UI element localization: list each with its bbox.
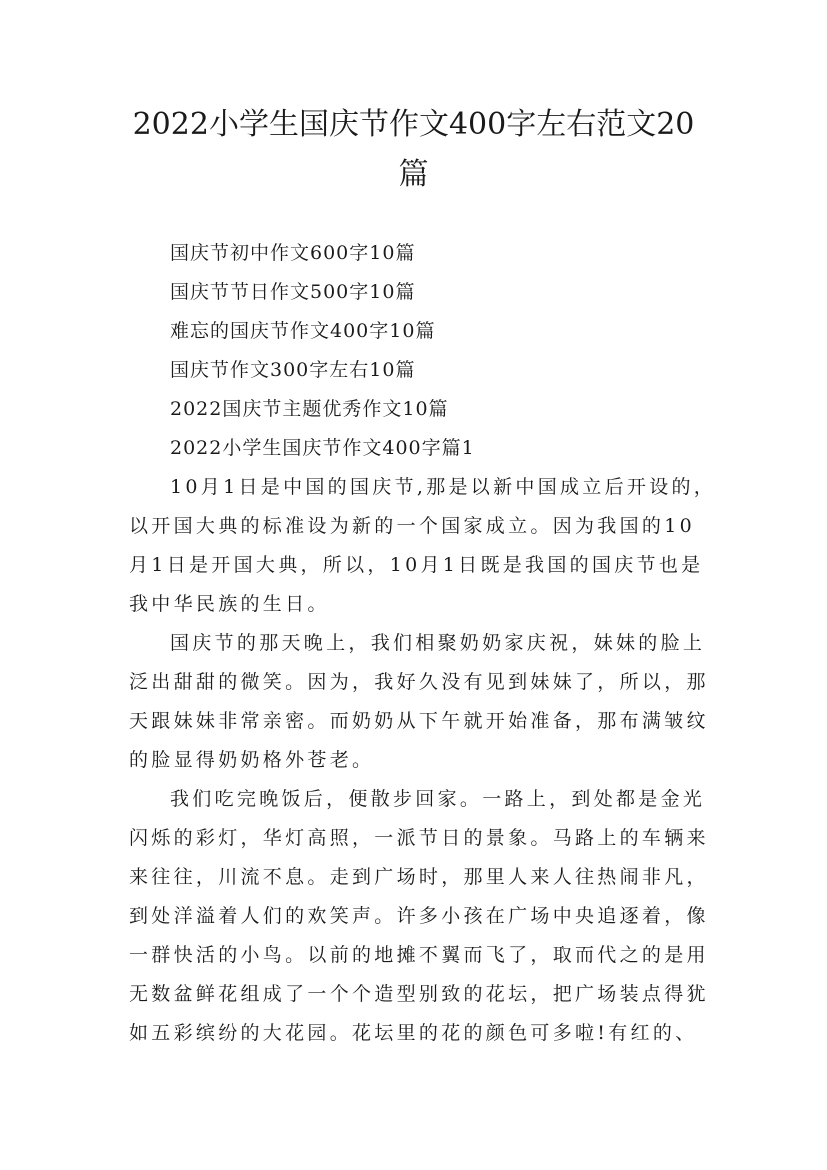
toc-item: 国庆节初中作文600字10篇: [170, 242, 416, 264]
text-line: 我们吃完晚饭后，便散步回家。一路上，到处都是金光: [170, 788, 706, 810]
title-line-1: 2022小学生国庆节作文400字左右范文20: [132, 107, 695, 142]
text-line: 以开国大典的标准设为新的一个国家成立。因为我国的10: [129, 515, 695, 537]
toc-item: 难忘的国庆节作文400字10篇: [170, 320, 436, 342]
title-line-2: 篇: [398, 157, 429, 192]
text-line: 无数盆鲜花组成了一个个造型别致的花坛，把广场装点得犹: [129, 983, 709, 1005]
text-line: 的脸显得奶奶格外苍老。: [129, 749, 375, 771]
text-line: 到处洋溢着人们的欢笑声。许多小孩在广场中央追逐着，像: [129, 905, 709, 927]
text-line: 天跟妹妹非常亲密。而奶奶从下午就开始准备，那布满皱纹: [129, 710, 709, 732]
table-of-contents: [170, 234, 475, 468]
toc-item: 国庆节节日作文500字10篇: [170, 281, 416, 303]
text-line: 泛出甜甜的微笑。因为，我好久没有见到妹妹了，所以，那: [129, 671, 709, 693]
text-line: 闪烁的彩灯，华灯高照，一派节日的景象。马路上的车辆来: [129, 827, 709, 849]
text-line: 来往往，川流不息。走到广场时，那里人来人往热闹非凡，: [129, 866, 709, 888]
text-line: 国庆节的那天晚上，我们相聚奶奶家庆祝，妹妹的脸上: [170, 632, 706, 654]
paragraph: [129, 468, 717, 624]
section-heading: 2022小学生国庆节作文400字篇1: [170, 437, 475, 459]
text-line: 我中华民族的生日。: [129, 593, 330, 615]
text-line: 如五彩缤纷的大花园。花坛里的花的颜色可多啦!有红的、: [129, 1022, 698, 1044]
toc-item: 2022国庆节主题优秀作文10篇: [170, 398, 449, 420]
paragraph: [129, 780, 709, 1053]
toc-item: 国庆节作文300字左右10篇: [170, 359, 416, 381]
text-line: 月1日是开国大典，所以，10月1日既是我国的国庆节也是: [129, 554, 704, 576]
text-line: 10月1日是中国的国庆节,那是以新中国成立后开设的，: [170, 476, 717, 498]
essay-body: [129, 468, 717, 1053]
document-title: [100, 100, 727, 200]
text-line: 一群快活的小鸟。以前的地摊不翼而飞了，取而代之的是用: [129, 944, 709, 966]
paragraph: [129, 624, 709, 780]
